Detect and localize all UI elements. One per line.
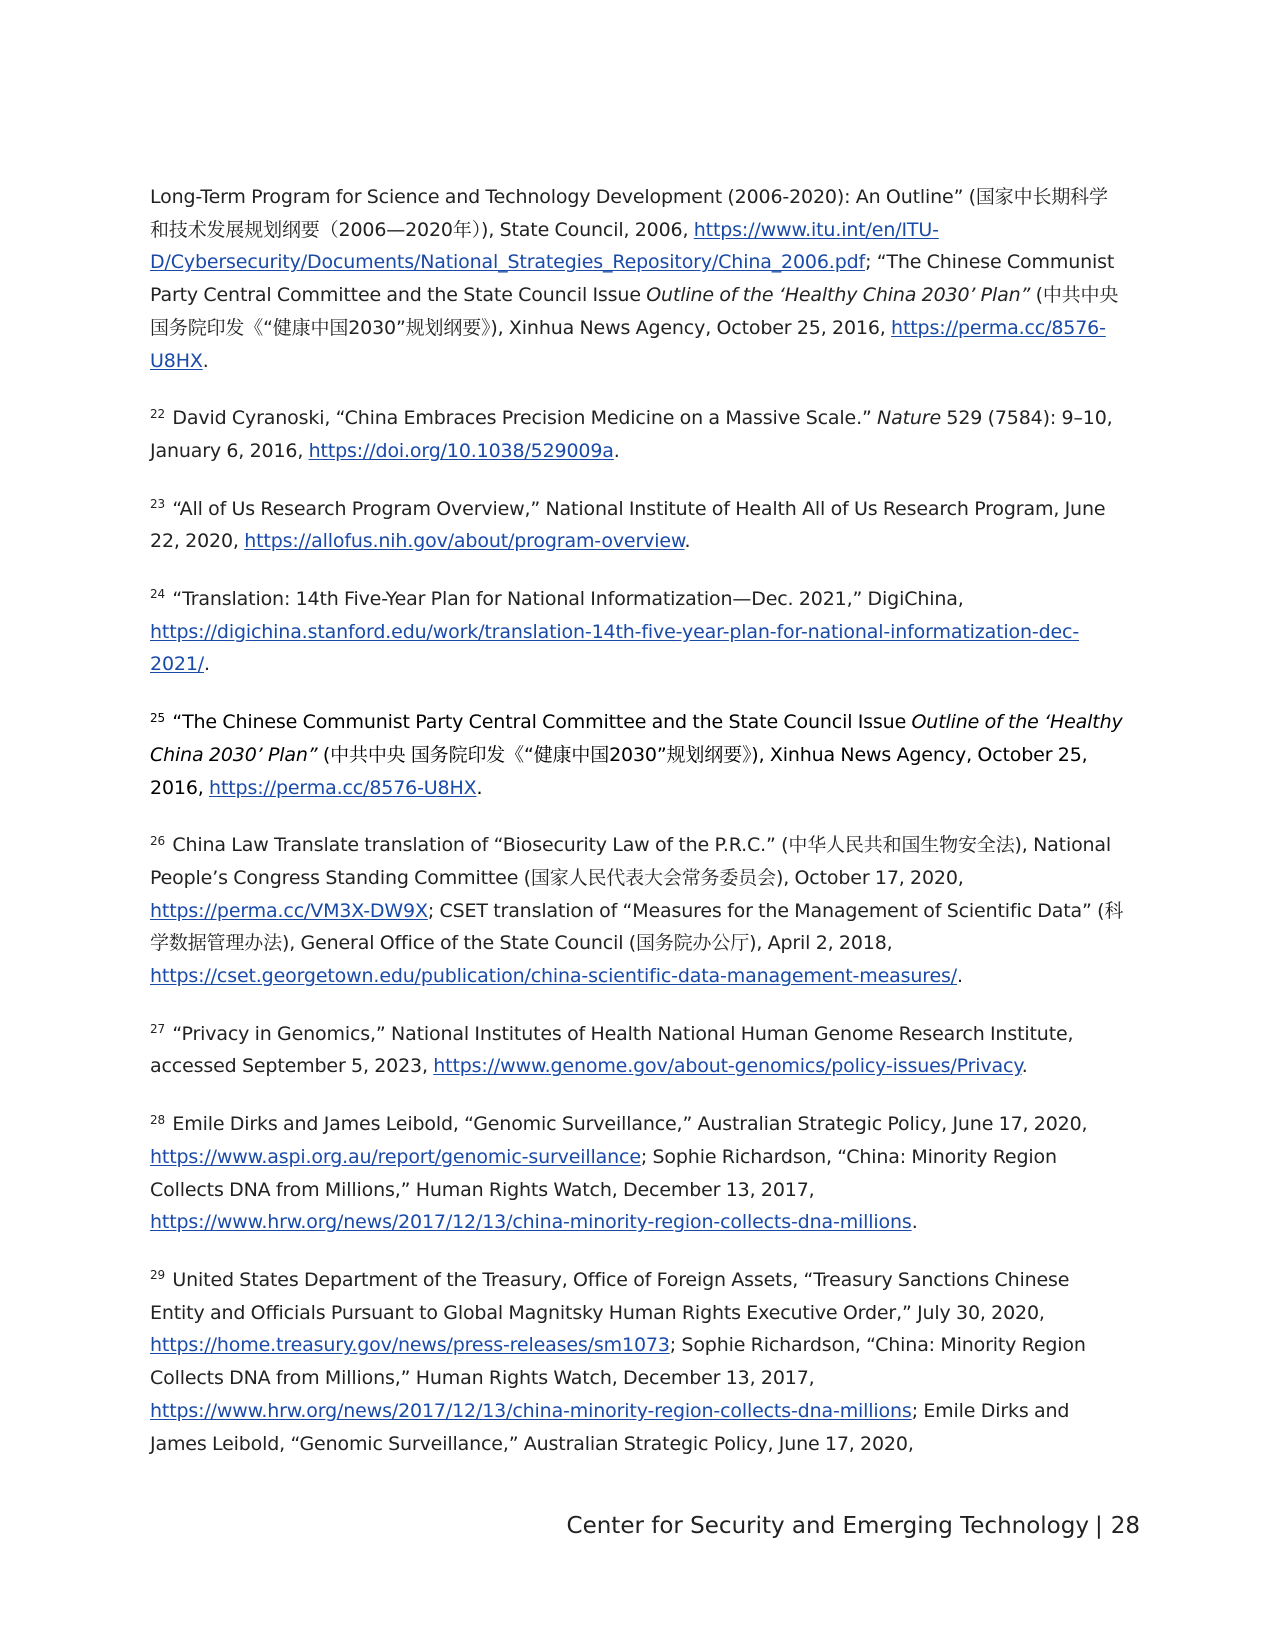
footnote-link[interactable]: https://perma.cc/8576-U8HX [209,776,477,799]
footnote-number: 29 [150,1268,165,1283]
footer-org-name: Center for Security and Emerging Technology [566,1513,1089,1539]
footnote-text: Emile Dirks and James Leibold, “Genomic Surveillance,” Australian Strategic Policy, June 17, 2020, [166,1113,1088,1136]
footnote-link[interactable]: https://www.itu.int/en/ITU-D/Cybersecurity/Documents/National_Strategies_Repository/China_2006.pdf [150,218,939,274]
footnote-text: United States Department of the Treasury, Office of Foreign Assets, “Treasury Sanctions Chinese Entity and Officials Pursuant to Global Magnitsky Human Rights Executive Order,” July 30, 2020, [150,1268,1070,1324]
footnote-link[interactable]: https://perma.cc/8576-U8HX [150,316,1106,372]
footnote-text: “Privacy in Genomics,” National Institutes of Health National Human Genome Research Institute, accessed September 5, 2023, [150,1022,1074,1078]
footer-separator: | [1094,1513,1103,1539]
footnote-23 [150,493,1125,558]
footnote-number: 28 [150,1112,165,1127]
footnote-text: (中共中央 国务院印发《“健康中国2030”规划纲要》), Xinhua News Agency, October 25, 2016, [150,743,1088,799]
footnote-text: ; Emile Dirks and James Leibold, “Genomic Surveillance,” Australian Strategic Policy, June 17, 2020, [150,1399,1070,1455]
footnote-link[interactable]: https://doi.org/10.1038/529009a [308,439,614,462]
footnote-link[interactable]: https://digichina.stanford.edu/work/translation-14th-five-year-plan-for-national-informatization-dec-2021/ [150,620,1080,676]
footnote-27 [150,1018,1125,1083]
footnote-number: 27 [150,1022,165,1037]
footnote-text: China Law Translate translation of “Biosecurity Law of the P.R.C.” (中华人民共和国生物安全法), National People’s Congress Standing Committee (国家人民代表大会常务委员会), October 17, 2020, [150,834,1112,889]
footnote-text: . [684,530,691,553]
footnote-26 [150,829,1125,993]
footnote-text: . [613,439,620,462]
footnote-text: . [202,349,209,372]
footnote-italic-title: Outline of the ‘Healthy China 2030’ Plan” [646,284,1031,307]
footnote-28 [150,1108,1125,1239]
footnote-italic-title: Nature [877,407,941,430]
footnote-22 [150,402,1125,467]
footnote-number: 26 [150,833,165,848]
footnote-number: 24 [150,587,165,602]
footnote-text: (中共中央 国务院印发《“健康中国2030”规划纲要》), Xinhua News Agency, October 25, 2016, [150,284,1119,339]
page-footer [567,1513,1140,1539]
footnote-text: . [204,653,210,676]
footnote-link[interactable]: https://perma.cc/VM3X-DW9X [150,899,428,922]
footnote-text: ; Sophie Richardson, “China: Minority Region Collects DNA from Millions,” Human Rights Watch, December 13, 2017, [150,1145,1057,1201]
footnote-text: 529 (7584): 9–10, January 6, 2016, [150,407,1113,462]
footnote-number: 22 [150,406,165,421]
footnotes-list [150,181,1125,1485]
footnote-link[interactable]: https://cset.georgetown.edu/publication/china-scientific-data-management-measures/ [150,965,958,988]
footnote-number: 23 [150,497,165,512]
footnote-text: . [957,965,963,988]
footnote-24 [150,583,1125,681]
footnote-25 [150,706,1125,804]
footnote-link[interactable]: https://www.hrw.org/news/2017/12/13/china-minority-region-collects-dna-millions [150,1399,912,1422]
footnote-link[interactable]: https://allofus.nih.gov/about/program-overview [244,530,685,553]
footnote-text: ; Sophie Richardson, “China: Minority Region Collects DNA from Millions,” Human Rights Watch, December 13, 2017, [150,1334,1086,1390]
footnote-link[interactable]: https://www.genome.gov/about-genomics/policy-issues/Privacy [433,1055,1022,1078]
footnote-text: “Translation: 14th Five-Year Plan for National Informatization—Dec. 2021,” DigiChina, [166,588,964,611]
footnote-29 [150,1264,1125,1460]
footnote-text: David Cyranoski, “China Embraces Precision Medicine on a Massive Scale.” [166,407,878,430]
footnote-text: “All of Us Research Program Overview,” National Institute of Health All of Us Research Program, June 22, 2020, [150,497,1106,553]
footnote-number: 25 [150,710,165,725]
footnote-text: ; CSET translation of “Measures for the Management of Scientific Data” (科学数据管理办法), General Office of the State Council (国务院办公厅), April 2, 2018, [150,899,1124,955]
footnote-text: . [476,776,483,799]
footnote-text: Long-Term Program for Science and Technology Development (2006-2020): An Outline” (国家中长期科学和技术发展规划纲要（2006—2020年）), State Council, 2006, [150,186,1108,241]
footnote-link[interactable]: https://home.treasury.gov/news/press-releases/sm1073 [150,1334,670,1357]
footnote-21-continuation [150,181,1125,377]
footnote-text: . [1021,1055,1028,1078]
footnote-text: . [911,1211,918,1234]
footnote-italic-title: Outline of the ‘Healthy China 2030’ Plan” [150,711,1123,766]
footnote-text: “The Chinese Communist Party Central Committee and the State Council Issue [166,711,912,734]
footnote-text: ; “The Chinese Communist Party Central Committee and the State Council Issue [150,251,1115,307]
footnote-link[interactable]: https://www.aspi.org.au/report/genomic-surveillance [150,1145,641,1168]
page-number: 28 [1110,1513,1140,1539]
footnote-link[interactable]: https://www.hrw.org/news/2017/12/13/china-minority-region-collects-dna-millions [150,1211,912,1234]
